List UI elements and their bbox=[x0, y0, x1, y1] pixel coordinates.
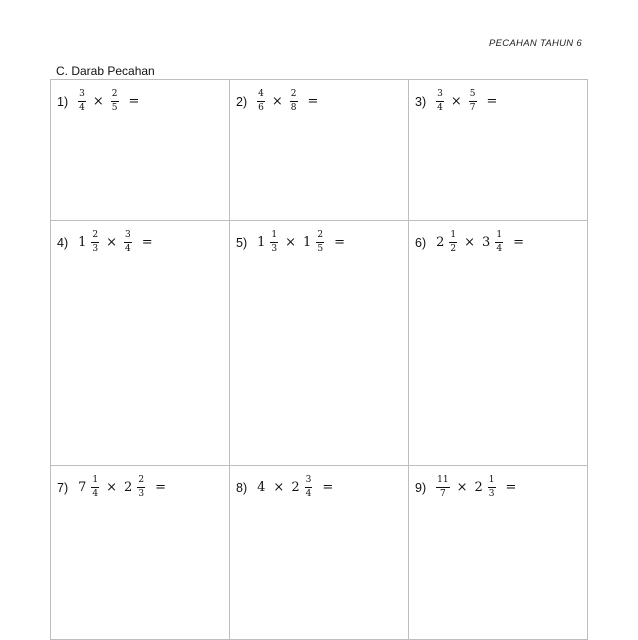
equals-symbol: = bbox=[334, 235, 345, 250]
worksheet-grid bbox=[50, 79, 588, 640]
numerator: 5 bbox=[469, 90, 477, 102]
question-expression bbox=[57, 231, 153, 254]
denominator: 3 bbox=[488, 489, 495, 499]
numerator: 11 bbox=[436, 476, 449, 488]
numerator: 2 bbox=[91, 231, 99, 243]
fraction bbox=[449, 231, 457, 254]
question-number: 7) bbox=[57, 480, 69, 495]
question-number: 1) bbox=[57, 94, 69, 109]
question-expression bbox=[236, 476, 333, 499]
numerator: 2 bbox=[111, 90, 119, 102]
fraction bbox=[316, 231, 324, 254]
numerator: 2 bbox=[290, 90, 298, 102]
whole-number: 3 bbox=[482, 235, 491, 250]
fraction bbox=[91, 231, 99, 254]
denominator: 4 bbox=[79, 103, 85, 113]
numerator: 1 bbox=[488, 476, 496, 488]
question-cell-4 bbox=[51, 221, 230, 466]
equals-symbol: = bbox=[128, 94, 140, 109]
question-expression bbox=[57, 90, 139, 113]
section-title: C. Darab Pecahan bbox=[56, 64, 155, 78]
equals-symbol: = bbox=[155, 480, 166, 495]
times-symbol: × bbox=[456, 480, 468, 495]
question-expression bbox=[236, 90, 318, 113]
fraction bbox=[91, 476, 99, 499]
times-symbol: × bbox=[92, 94, 104, 109]
whole-number: 2 bbox=[474, 480, 483, 495]
numerator: 3 bbox=[78, 90, 86, 102]
question-cell-5 bbox=[230, 221, 409, 466]
equals-symbol: = bbox=[141, 235, 153, 250]
question-number: 9) bbox=[415, 480, 427, 495]
question-cell-6 bbox=[409, 221, 588, 466]
times-symbol: × bbox=[271, 94, 283, 109]
question-number: 6) bbox=[415, 235, 427, 250]
whole-number: 2 bbox=[291, 480, 300, 495]
fraction bbox=[488, 476, 496, 499]
question-expression bbox=[57, 476, 166, 499]
fraction bbox=[495, 231, 503, 254]
question-number: 2) bbox=[236, 94, 248, 109]
numerator: 1 bbox=[91, 476, 99, 488]
fraction bbox=[305, 476, 313, 499]
equals-symbol: = bbox=[486, 94, 498, 109]
times-symbol: × bbox=[106, 235, 118, 250]
denominator: 4 bbox=[92, 489, 99, 499]
numerator: 3 bbox=[436, 90, 444, 102]
question-number: 4) bbox=[57, 235, 69, 250]
denominator: 7 bbox=[469, 103, 476, 113]
question-expression bbox=[415, 476, 516, 499]
times-symbol: × bbox=[106, 480, 118, 495]
times-symbol: × bbox=[285, 235, 297, 250]
fraction bbox=[290, 90, 298, 113]
denominator: 4 bbox=[496, 244, 503, 254]
whole-number: 1 bbox=[78, 235, 87, 250]
numerator: 3 bbox=[124, 231, 132, 243]
fraction bbox=[270, 231, 278, 254]
whole-number: 1 bbox=[303, 235, 312, 250]
question-number: 8) bbox=[236, 480, 248, 495]
times-symbol: × bbox=[273, 480, 285, 495]
denominator: 3 bbox=[138, 489, 145, 499]
fraction bbox=[111, 90, 119, 113]
question-cell-3 bbox=[409, 80, 588, 221]
question-cell-2 bbox=[230, 80, 409, 221]
question-expression bbox=[415, 231, 524, 254]
numerator: 1 bbox=[495, 231, 503, 243]
equals-symbol: = bbox=[307, 94, 319, 109]
question-expression bbox=[236, 231, 345, 254]
denominator: 4 bbox=[437, 103, 443, 113]
equals-symbol: = bbox=[513, 235, 524, 250]
equals-symbol: = bbox=[322, 480, 334, 495]
fraction bbox=[436, 90, 444, 113]
question-expression bbox=[415, 90, 497, 113]
numerator: 4 bbox=[257, 90, 265, 102]
numerator: 2 bbox=[316, 231, 324, 243]
whole-number: 2 bbox=[124, 480, 133, 495]
numerator: 1 bbox=[449, 231, 457, 243]
fraction bbox=[469, 90, 477, 113]
denominator: 8 bbox=[290, 103, 297, 113]
numerator: 3 bbox=[305, 476, 313, 488]
whole-number: 2 bbox=[436, 235, 445, 250]
whole-number: 4 bbox=[257, 480, 266, 495]
fraction bbox=[124, 231, 132, 254]
denominator: 3 bbox=[271, 244, 278, 254]
numerator: 2 bbox=[137, 476, 145, 488]
denominator: 6 bbox=[258, 103, 264, 113]
denominator: 5 bbox=[111, 103, 118, 113]
fraction bbox=[78, 90, 86, 113]
question-number: 5) bbox=[236, 235, 248, 250]
times-symbol: × bbox=[450, 94, 462, 109]
whole-number: 7 bbox=[78, 480, 87, 495]
times-symbol: × bbox=[464, 235, 476, 250]
denominator: 4 bbox=[125, 244, 131, 254]
denominator: 7 bbox=[439, 489, 446, 499]
denominator: 2 bbox=[450, 244, 457, 254]
numerator: 1 bbox=[270, 231, 278, 243]
question-number: 3) bbox=[415, 94, 427, 109]
denominator: 3 bbox=[92, 244, 99, 254]
fraction bbox=[137, 476, 145, 499]
equals-symbol: = bbox=[505, 480, 517, 495]
denominator: 5 bbox=[317, 244, 324, 254]
fraction bbox=[257, 90, 265, 113]
fraction bbox=[436, 476, 449, 499]
question-cell-8 bbox=[230, 466, 409, 640]
denominator: 4 bbox=[305, 489, 312, 499]
question-cell-1 bbox=[51, 80, 230, 221]
question-cell-7 bbox=[51, 466, 230, 640]
question-cell-9 bbox=[409, 466, 588, 640]
page-header-title: PECAHAN TAHUN 6 bbox=[488, 38, 582, 49]
whole-number: 1 bbox=[257, 235, 266, 250]
